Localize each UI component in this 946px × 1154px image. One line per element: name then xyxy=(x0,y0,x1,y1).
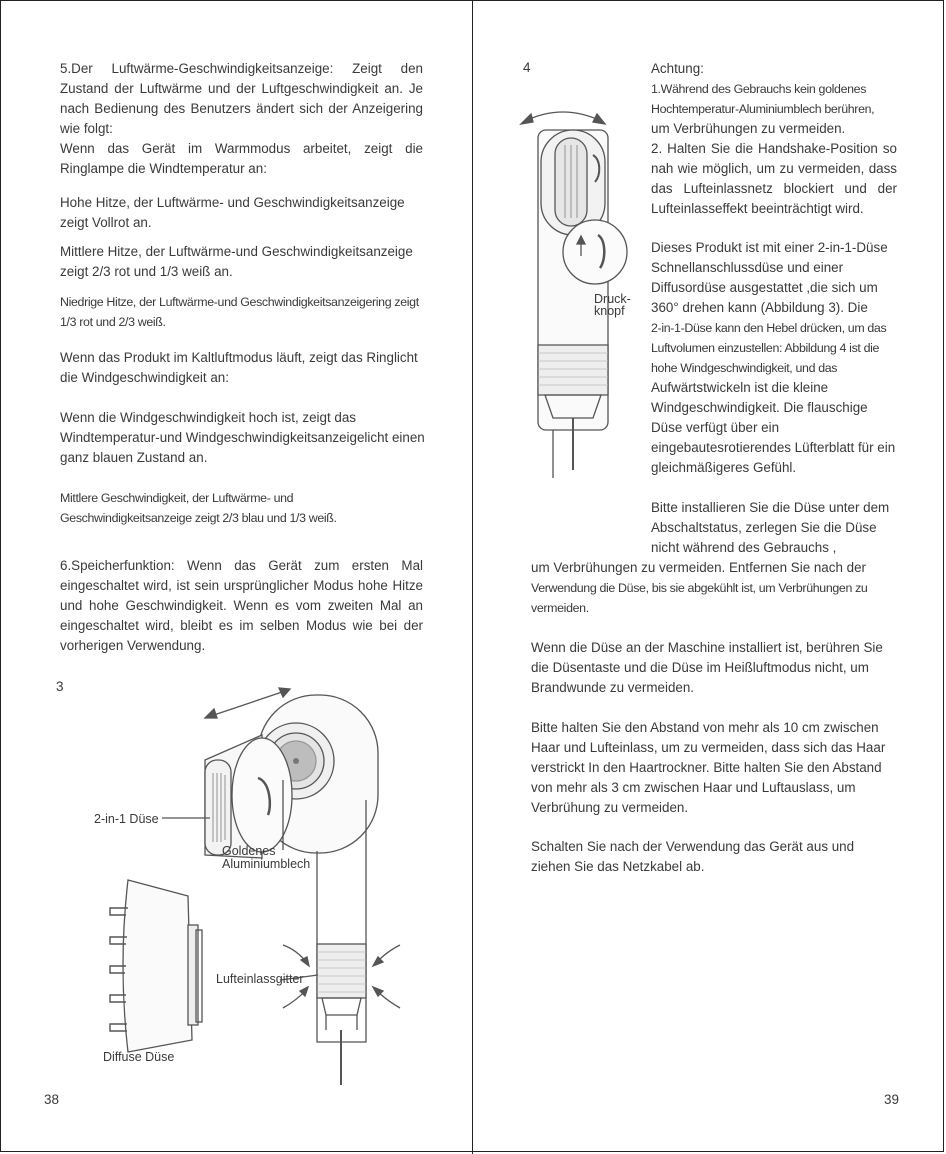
page-number-right: 39 xyxy=(884,1092,900,1107)
attention-item-1: 1.Während des Gebrauchs kein goldenes Hochtemperatur-Aluminiumblech berühren, xyxy=(651,82,875,116)
attention-title: Achtung: xyxy=(651,61,704,76)
label-golden-sheet-2: Aluminiumblech xyxy=(222,857,311,871)
distance-note: Bitte halten Sie den Abstand von mehr als 10 cm zwischen Haar und Lufteinlass, um zu vermeiden, dass sich das Haar verstrickt In den Haartrockner. Bitte halten Sie den Abstand von mehr als 3 cm zwischen Haar und Luftauslass, um Verbrühung zu vermeiden. xyxy=(531,720,886,815)
left-page xyxy=(0,0,472,1154)
label-air-intake-grille: Lufteinlassgitter xyxy=(216,972,304,986)
hot-air-mode-note: Wenn die Düse an der Maschine installiert ist, berühren Sie die Düsentaste und die Düse im Heißluftmodus nicht, um Brandwunde zu vermeiden. xyxy=(531,640,883,695)
figure-4-number: 4 xyxy=(523,60,531,75)
product-description-a: Dieses Produkt ist mit einer 2-in-1-Düse Schnellanschlussdüse und einer Diffusordüse ausgestattet ,die sich um 360° drehen kann (Abbildung 3). Die xyxy=(651,240,888,315)
label-golden-sheet-1: Goldenes xyxy=(222,844,276,858)
medium-heat-text: Mittlere Hitze, der Luftwärme-und Geschwindigkeitsanzeige zeigt 2/3 rot und 1/3 weiß an. xyxy=(60,244,413,279)
label-push-button-1: Druck- xyxy=(594,292,631,306)
install-note-b: um Verbrühungen zu vermeiden. Entfernen Sie nach der xyxy=(531,560,866,575)
medium-speed-text: Mittlere Geschwindigkeit, der Luftwärme- und Geschwindigkeitsanzeige zeigt 2/3 blau und 1/3 weiß. xyxy=(60,491,337,525)
high-heat-text: Hohe Hitze, der Luftwärme- und Geschwindigkeitsanzeige zeigt Vollrot an. xyxy=(60,195,405,230)
high-speed-text: Wenn die Windgeschwindigkeit hoch ist, zeigt das Windtemperatur-und Windgeschwindigkeitsanzeigelicht einen ganz blauen Zustand an. xyxy=(60,410,425,465)
section-6-memory: 6.Speicherfunktion: Wenn das Gerät zum ersten Mal eingeschaltet wird, ist sein ursprünglicher Modus hohe Hitze und hohe Geschwindigkeit. Wenn es vom zweiten Mal an eingeschaltet wird, bleibt es im selben Modus wie bei der vorherigen Verwendung. xyxy=(60,558,423,653)
install-note-a: Bitte installieren Sie die Düse unter dem Abschaltstatus, zerlegen Sie die Düse nicht während des Gebrauchs , xyxy=(651,500,890,555)
label-push-button-2: knopf xyxy=(594,304,625,318)
product-description-c: Aufwärtstwickeln ist die kleine Windgeschwindigkeit. Die flauschige Düse verfügt über ein eingebautesrotierendes Lüfterblatt für ein gleichmäßigeres Gefühl. xyxy=(651,380,896,475)
product-description-b: 2-in-1-Düse kann den Hebel drücken, um das Luftvolumen einzustellen: Abbildung 4 ist die hohe Windgeschwindigkeit, und das xyxy=(651,321,887,375)
section-5-title: 5.Der Luftwärme-Geschwindigkeitsanzeige: Zeigt den Zustand der Luftwärme und der Luftgeschwindigkeit an. Je nach Bedienung des Benutzers ändert sich der Anzeigering wie folgt: xyxy=(60,61,423,136)
right-page xyxy=(473,0,946,1154)
page-number-left: 38 xyxy=(44,1092,60,1107)
label-diffuser-nozzle: Diffuse Düse xyxy=(103,1050,175,1064)
section-5-warm-mode: Wenn das Gerät im Warmmodus arbeitet, zeigt die Ringlampe die Windtemperatur an: xyxy=(60,141,423,176)
low-heat-text: Niedrige Hitze, der Luftwärme-und Geschwindigkeitsanzeigering zeigt 1/3 rot und 2/3 weiß. xyxy=(60,295,419,329)
attention-item-1-continued: um Verbrühungen zu vermeiden. xyxy=(651,121,846,136)
cold-mode-text: Wenn das Produkt im Kaltluftmodus läuft, zeigt das Ringlicht die Windgeschwindigkeit an: xyxy=(60,350,418,385)
after-use-note: Schalten Sie nach der Verwendung das Gerät aus und ziehen Sie das Netzkabel ab. xyxy=(531,839,855,874)
install-note-c: Verwendung die Düse, bis sie abgekühlt ist, um Verbrühungen zu vermeiden. xyxy=(531,581,868,615)
attention-item-2: 2. Halten Sie die Handshake-Position so nah wie möglich, um zu vermeiden, dass das Lufteinlassnetz blockiert und der Lufteinlasseffekt beeinträchtigt wird. xyxy=(651,141,897,216)
figure-3-number: 3 xyxy=(56,679,64,694)
label-2in1-nozzle: 2-in-1 Düse xyxy=(94,812,159,826)
